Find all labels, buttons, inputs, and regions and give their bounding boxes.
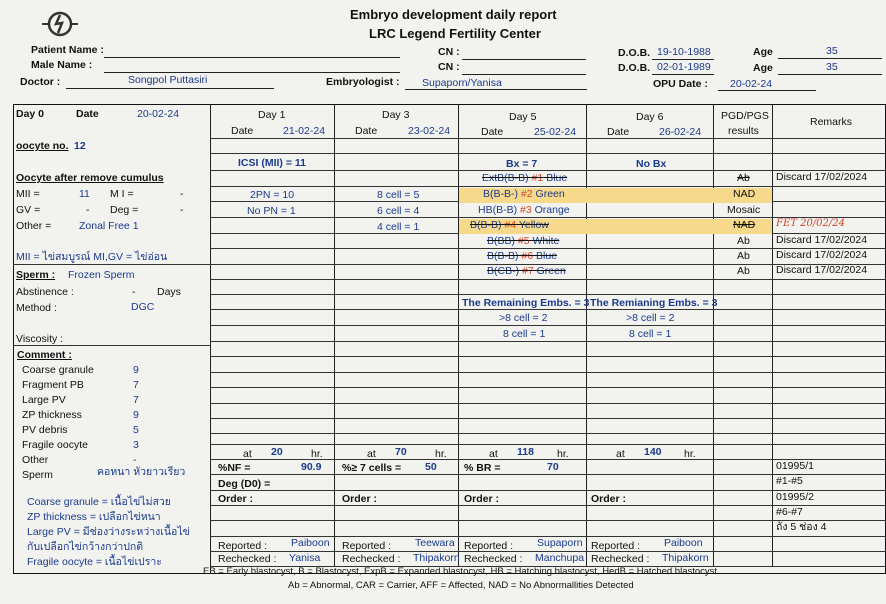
- grid-row-line: [210, 403, 886, 404]
- age-label-male: Age: [753, 62, 773, 74]
- oocyte-no-label: oocyte no.: [16, 140, 69, 152]
- comment-label: Large PV: [22, 394, 66, 406]
- male-name-line: [104, 72, 400, 73]
- embryo-grade: B(B-B): [487, 250, 522, 262]
- comment-label: Coarse granule: [22, 364, 94, 376]
- dob-line-patient: [652, 59, 714, 60]
- comment-label: Other: [22, 454, 49, 466]
- day5-header: Day 5: [509, 111, 537, 123]
- rate-value: 50: [425, 461, 437, 473]
- day1-date: 21-02-24: [283, 125, 326, 137]
- deg-value: -: [180, 204, 184, 216]
- day6-date: 26-02-24: [659, 126, 702, 138]
- hours-value: 118: [517, 446, 534, 458]
- grid-row-line: [210, 279, 886, 280]
- cn-line-patient: [462, 59, 586, 60]
- dob-line-male: [652, 74, 714, 75]
- rechecked-label: Rechecked :: [591, 553, 650, 565]
- reported-label: Reported :: [342, 540, 392, 552]
- comment-label: ZP thickness: [22, 409, 82, 421]
- mii-value: 11: [79, 188, 90, 200]
- age-line-patient: [778, 58, 882, 59]
- embryo-number: #6: [521, 250, 534, 262]
- doctor-value: Songpol Puttasiri: [128, 74, 208, 86]
- embryo-number: #2: [520, 188, 533, 200]
- hours-value: 140: [644, 446, 662, 458]
- day3-cell-count: 8 cell = 5: [377, 189, 420, 201]
- patient-name-line: [104, 57, 400, 58]
- viscosity-label: Viscosity :: [16, 333, 64, 345]
- grid-row-line: [210, 186, 886, 187]
- day5-embryo: [483, 188, 565, 200]
- age-male: 35: [826, 61, 838, 73]
- remark-entry: Discard 17/02/2024: [776, 264, 868, 276]
- at-label: at: [616, 448, 625, 460]
- grid-row-line: [210, 325, 886, 326]
- remark-entry: FET 20/02/24: [776, 218, 845, 229]
- embryo-color: Blue: [543, 172, 568, 184]
- at-label: at: [243, 448, 252, 460]
- grid-row-line: [210, 153, 886, 154]
- day0-date-label: Date: [76, 108, 99, 120]
- gv-label: GV =: [16, 204, 41, 216]
- mi-value: -: [180, 188, 184, 200]
- day5-embryo: [478, 204, 570, 216]
- day5-rem-2: 8 cell = 1: [503, 328, 546, 340]
- cumulus-heading: Oocyte after remove cumulus: [16, 172, 164, 184]
- rechecked-name: Yanisa: [289, 552, 321, 564]
- rate-label: %NF =: [218, 462, 251, 474]
- grid-row-line: [210, 309, 886, 310]
- at-label: at: [489, 448, 498, 460]
- other-label: Other =: [16, 220, 52, 232]
- grid-row-line: [210, 294, 886, 295]
- day3-header: Day 3: [382, 109, 410, 121]
- pgd-result: NAD: [733, 219, 756, 231]
- icsi-count: ICSI (MII) = 11: [238, 157, 306, 169]
- sperm-comment: คอหนา หัวยาวเรียว: [97, 466, 186, 478]
- dob-label-male: D.O.B.: [618, 62, 651, 74]
- storage-remark: #1-#5: [776, 475, 803, 487]
- day3-date: 23-02-24: [408, 125, 451, 137]
- grid-row-line: [210, 356, 886, 357]
- rechecked-label: Rechecked :: [464, 553, 523, 565]
- rechecked-label: Rechecked :: [342, 553, 401, 565]
- day5-rem-1: >8 cell = 2: [499, 312, 548, 324]
- legend-line: Large PV = มีช่องว่างระหว่างเนื้อไข่: [27, 526, 190, 538]
- comment-label: PV debris: [22, 424, 68, 436]
- method-label: Method :: [16, 302, 57, 314]
- day5-embryo: [470, 219, 549, 231]
- method-value: DGC: [131, 301, 155, 313]
- pgd-result: NAD: [733, 188, 756, 200]
- center-name: LRC Legend Fertility Center: [369, 26, 541, 41]
- rechecked-name: Manchupa: [535, 552, 585, 564]
- doctor-line: [66, 88, 274, 89]
- col-sep-day5: [586, 104, 587, 566]
- storage-remark: 01995/2: [776, 491, 814, 503]
- rechecked-name: Thipakorn: [413, 552, 460, 564]
- gv-value: -: [86, 204, 90, 216]
- nopn-count: No PN = 1: [247, 205, 296, 217]
- pgd-result: Ab: [737, 265, 750, 277]
- rate-label: %≥ 7 cells =: [342, 462, 402, 474]
- embryo-grade: ExtB(B-B): [482, 172, 532, 184]
- report-title: Embryo development daily report: [350, 7, 557, 22]
- dob-patient: 19-10-1988: [657, 46, 711, 58]
- bx-count: Bx = 7: [506, 158, 538, 170]
- opu-label: OPU Date :: [653, 78, 708, 90]
- remarks-header: Remarks: [810, 116, 853, 128]
- day3-cell-count: 6 cell = 4: [377, 205, 420, 217]
- rate-value: 90.9: [301, 461, 322, 473]
- embryo-number: #1: [531, 172, 544, 184]
- other-value: Zonal Free 1: [79, 220, 139, 232]
- day5-embryo: [487, 250, 557, 262]
- col-sep-day1: [334, 104, 335, 566]
- day5-date-label: Date: [481, 126, 504, 138]
- day5-embryo: [487, 265, 566, 277]
- days-label: Days: [157, 286, 181, 298]
- col-sep-day0: [210, 104, 211, 574]
- embryo-color: Green: [533, 265, 566, 277]
- pgd-results-header: results: [728, 125, 759, 137]
- col-sep-pgd: [772, 104, 773, 566]
- dob-male: 02-01-1989: [657, 61, 711, 73]
- reported-name: Paiboon: [291, 537, 330, 549]
- mi-label: M I =: [110, 188, 134, 200]
- day1-date-label: Date: [231, 125, 254, 137]
- comment-value: 7: [133, 394, 139, 406]
- order-label: Order :: [591, 493, 627, 505]
- embryologist-label: Embryologist :: [326, 76, 400, 88]
- opu-date: 20-02-24: [730, 78, 773, 90]
- pgd-result: Ab: [737, 250, 750, 262]
- nobx: No Bx: [636, 158, 667, 170]
- deg-label: Deg =: [110, 204, 139, 216]
- pgd-header: PGD/PGS: [721, 110, 769, 122]
- day6-date-label: Date: [607, 126, 630, 138]
- grid-row-line: [210, 372, 886, 373]
- grid-row-line: [210, 433, 886, 434]
- embryo-grade: B(CB-): [487, 265, 522, 277]
- day6-remaining: The Remianing Embs. = 3: [590, 297, 718, 309]
- day5-remaining: The Remaining Embs. = 3: [462, 297, 590, 309]
- comment-label: Comment :: [17, 349, 72, 361]
- comment-label: Fragile oocyte: [22, 439, 88, 451]
- sperm-label: Sperm :: [16, 269, 56, 281]
- grid-row-line: [210, 444, 886, 445]
- maturity-note: MII = ไข่สมบูรณ์ MI,GV = ไข่อ่อน: [16, 251, 168, 263]
- embryo-grade: B(B-B-): [483, 188, 521, 200]
- sperm-comment-label: Sperm: [22, 469, 53, 481]
- oocyte-no: 12: [74, 140, 86, 152]
- day0-date: 20-02-24: [137, 108, 180, 120]
- reported-name: Teewara: [415, 537, 455, 549]
- rate-value: 70: [547, 461, 559, 473]
- hr-label: hr.: [435, 448, 447, 460]
- embryo-grade: B(BB): [487, 235, 518, 247]
- hours-value: 20: [271, 446, 283, 458]
- opu-line: [718, 90, 816, 91]
- at-label: at: [367, 448, 376, 460]
- rechecked-name: Thipakorn: [662, 552, 709, 564]
- embryo-number: #4: [504, 219, 517, 231]
- embryo-grade: HB(B-B): [478, 204, 520, 216]
- storage-remark: #6-#7: [776, 506, 803, 518]
- footer-abbrev-1: EB = Early blastocyst, B = Blastocyst, ExpB = Expanded blastocyst, HB = Hatching blastocyst, HedB = Hatched blastocyst: [203, 566, 718, 577]
- embryo-number: #7: [522, 265, 534, 277]
- remark-entry: Discard 17/02/2024: [776, 234, 868, 246]
- embryo-color: Yellow: [516, 219, 549, 231]
- day1-header: Day 1: [258, 109, 286, 121]
- legend-line: กับเปลือกไข่กว้างกว่าปกติ: [27, 541, 144, 553]
- sperm-value: Frozen Sperm: [68, 269, 135, 281]
- legend-line: Fragile oocyte = เนื้อไข่เปราะ: [27, 556, 162, 568]
- embryo-number: #3: [520, 204, 532, 216]
- col-sep-day6: [713, 104, 714, 566]
- hours-value: 70: [395, 446, 407, 458]
- reported-label: Reported :: [464, 540, 514, 552]
- age-patient: 35: [826, 45, 838, 57]
- embryo-number: #5: [517, 235, 530, 247]
- day0-divider-2: [13, 345, 210, 346]
- pgd-result: Ab: [737, 172, 750, 184]
- storage-remark: 01995/1: [776, 460, 814, 472]
- day0-header: Day 0: [16, 108, 45, 120]
- cn-label-patient: CN :: [438, 46, 460, 58]
- grid-row-line: [210, 341, 886, 342]
- male-name-label: Male Name :: [31, 59, 93, 71]
- abstinence-label: Abstinence :: [16, 286, 74, 298]
- dob-label-patient: D.O.B.: [618, 47, 651, 59]
- storage-remark: ถัง 5 ช่อง 4: [776, 521, 827, 533]
- day3-date-label: Date: [355, 125, 378, 137]
- embryo-color: White: [529, 235, 560, 247]
- grid-row-line: [210, 387, 886, 388]
- hr-label: hr.: [684, 448, 696, 460]
- cn-line-male: [462, 74, 586, 75]
- col-sep-day3: [458, 104, 459, 566]
- comment-value: 7: [133, 379, 139, 391]
- day5-embryo: [487, 235, 559, 247]
- comment-value: 9: [133, 364, 139, 376]
- age-line-male: [778, 74, 882, 75]
- reported-label: Reported :: [591, 540, 641, 552]
- order-label: Order :: [218, 493, 254, 505]
- grid-row-line: [210, 418, 886, 419]
- mii-label: MII =: [16, 188, 40, 200]
- pn2-count: 2PN = 10: [250, 189, 295, 201]
- patient-name-label: Patient Name :: [31, 44, 104, 56]
- hr-label: hr.: [557, 448, 569, 460]
- cn-label-male: CN :: [438, 61, 460, 73]
- doctor-label: Doctor :: [20, 76, 61, 88]
- center-logo: [40, 9, 80, 39]
- reported-name: Supaporn: [537, 537, 583, 549]
- embryo-grade: B(B-B): [470, 219, 505, 231]
- day6-rem-1: >8 cell = 2: [626, 312, 675, 324]
- day5-date: 25-02-24: [534, 126, 577, 138]
- hr-label: hr.: [311, 448, 323, 460]
- comment-value: 5: [133, 424, 139, 436]
- comment-value: 3: [133, 439, 139, 451]
- grid-row-line: [210, 138, 886, 139]
- order-label: Order :: [342, 493, 378, 505]
- legend-line: Coarse granule = เนื้อไข่ไม่สวย: [27, 496, 171, 508]
- day5-embryo: [482, 172, 567, 184]
- embryologist-value: Supaporn/Yanisa: [422, 77, 502, 89]
- day6-header: Day 6: [636, 111, 664, 123]
- day6-rem-2: 8 cell = 1: [629, 328, 672, 340]
- day0-divider-1: [13, 264, 210, 265]
- remark-entry: Discard 17/02/2024: [776, 171, 868, 183]
- pgd-result: Ab: [737, 235, 750, 247]
- embryo-color: Green: [532, 188, 565, 200]
- legend-line: ZP thickness = เปลือกไข่หนา: [27, 511, 161, 523]
- abstinence-value: -: [132, 286, 136, 298]
- reported-name: Paiboon: [664, 537, 703, 549]
- comment-value: -: [133, 454, 137, 466]
- rechecked-label: Rechecked :: [218, 553, 277, 565]
- comment-label: Fragment PB: [22, 379, 84, 391]
- embryo-color: Orange: [531, 204, 570, 216]
- pgd-result: Mosaic: [727, 204, 761, 216]
- age-label-patient: Age: [753, 46, 773, 58]
- reported-label: Reported :: [218, 540, 268, 552]
- order-label: Order :: [464, 493, 500, 505]
- deg-d0-label: Deg (D0) =: [218, 478, 271, 490]
- day3-cell-count: 4 cell = 1: [377, 221, 420, 233]
- embryo-color: Blue: [533, 250, 558, 262]
- embryologist-line: [405, 89, 587, 90]
- footer-abbrev-2: Ab = Abnormal, CAR = Carrier, AFF = Affected, NAD = No Abnormallities Detected: [288, 580, 634, 591]
- rate-label: % BR =: [464, 462, 501, 474]
- comment-value: 9: [133, 409, 139, 421]
- remark-entry: Discard 17/02/2024: [776, 249, 868, 261]
